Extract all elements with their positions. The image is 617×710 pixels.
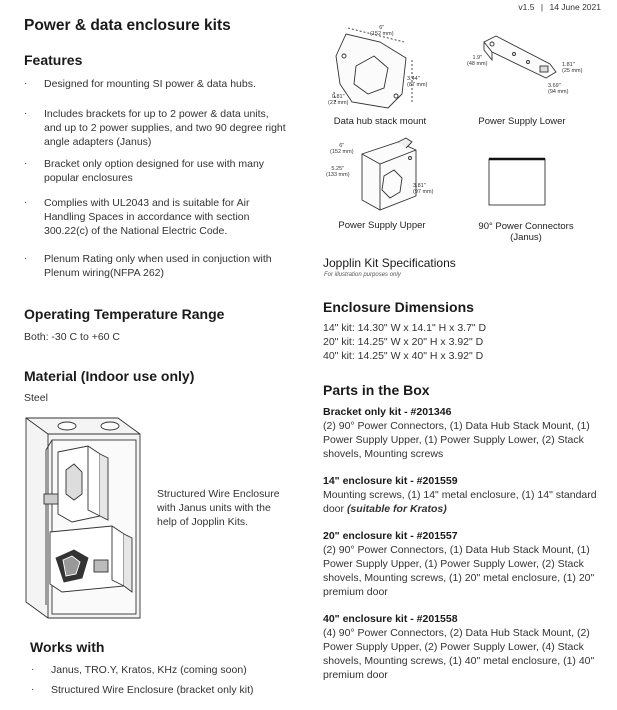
material-value: Steel <box>24 392 48 404</box>
features-heading: Features <box>24 52 83 68</box>
ps-upper-depth-dim: 3.81" (97 mm) <box>413 183 434 195</box>
version-line <box>518 2 601 12</box>
bullet-dot: · <box>24 108 28 119</box>
material-heading: Material (Indoor use only) <box>24 368 195 384</box>
ps-lower-caption: Power Supply Lower <box>478 116 566 127</box>
bullet-dot: · <box>24 78 28 89</box>
operating-temp-heading: Operating Temperature Range <box>24 306 225 322</box>
ps-lower-height-dim: 1.9" (48 mm) <box>467 55 488 67</box>
connectors-caption: 90° Power Connectors (Janus) <box>478 221 574 243</box>
works-with-heading: Works with <box>30 639 105 655</box>
ps-upper-caption: Power Supply Upper <box>338 220 426 231</box>
stack-mount-caption: Data hub stack mount <box>333 116 427 127</box>
kit-title: 14" enclosure kit - #201559 <box>323 475 458 487</box>
specs-heading: Jopplin Kit Specifications <box>323 256 456 270</box>
stack-mount-depth-dim: 3.44" (87 mm) <box>407 76 428 88</box>
bullet-dot: · <box>31 664 35 675</box>
release-date: 14 June 2021 <box>549 2 601 12</box>
kit-contents: (2) 90° Power Connectors, (1) Data Hub Stack Mount, (1) Power Supply Upper, (1) Power Supply Lower, (2) Stack shovels, Mounting screws <box>323 420 590 460</box>
bullet-dot: · <box>24 253 28 264</box>
connectors-diagram <box>488 155 548 207</box>
ps-upper-diagram <box>354 138 430 216</box>
kit-contents: Mounting screws, (1) 14" metal enclosure, (1) 14" standard door (suitable for Kratos) <box>323 489 597 515</box>
operating-temp-value: Both: -30 C to +60 C <box>24 331 121 343</box>
ps-upper-height-dim: 5.25" (133 mm) <box>326 166 350 178</box>
kit-contents: (2) 90° Power Connectors, (1) Data Hub Stack Mount, (1) Power Supply Upper, (1) Power Supply Lower, (2) Stack shovels, Mounting screws, (1) 20" metal enclosure, (1) 20" premium door <box>323 544 595 598</box>
ps-upper-width-dim: 6" (152 mm) <box>330 143 354 155</box>
bullet-dot: · <box>31 684 35 695</box>
bullet-dot: · <box>24 197 28 208</box>
ps-lower-width-dim: 1.81" (25 mm) <box>562 62 583 74</box>
kit-contents: (4) 90° Power Connectors, (2) Data Hub Stack Mount, (2) Power Supply Upper, (2) Power Supply Lower, (4) Stack shovels, Mounting screws, (1) 40" metal enclosure, (1) 40" premium door <box>323 627 595 681</box>
enclosure-caption: Structured Wire Enclosure with Janus units with the help of Jopplin Kits. <box>157 488 280 528</box>
kit-title: 40" enclosure kit - #201558 <box>323 613 458 625</box>
dimension-item: 40" kit: 14.25" W x 40" H x 3.92" D <box>323 350 484 362</box>
enclosure-illustration <box>22 410 150 622</box>
page-title: Power & data enclosure kits <box>24 17 231 34</box>
bullet-dot: · <box>24 158 28 169</box>
kit-title: Bracket only kit - #201346 <box>323 406 452 418</box>
kit-note: (suitable for Kratos) <box>346 503 447 515</box>
specs-note: For illustration purposes only <box>324 272 401 278</box>
stack-mount-offset-dim: 0.81" (21 mm) <box>328 94 349 106</box>
dimensions-heading: Enclosure Dimensions <box>323 299 474 315</box>
kit-title: 20" enclosure kit - #201557 <box>323 530 458 542</box>
stack-mount-width-dim: 6" (152 mm) <box>370 25 394 37</box>
dimension-item: 14" kit: 14.30" W x 14.1" H x 3.7" D <box>323 322 487 334</box>
version: v1.5 <box>518 2 535 12</box>
dimension-item: 20" kit: 14.25" W x 20" H x 3.92" D <box>323 336 484 348</box>
parts-heading: Parts in the Box <box>323 382 430 398</box>
ps-lower-length-dim: 3.69" (94 mm) <box>548 83 569 95</box>
version-separator: | <box>540 2 544 12</box>
